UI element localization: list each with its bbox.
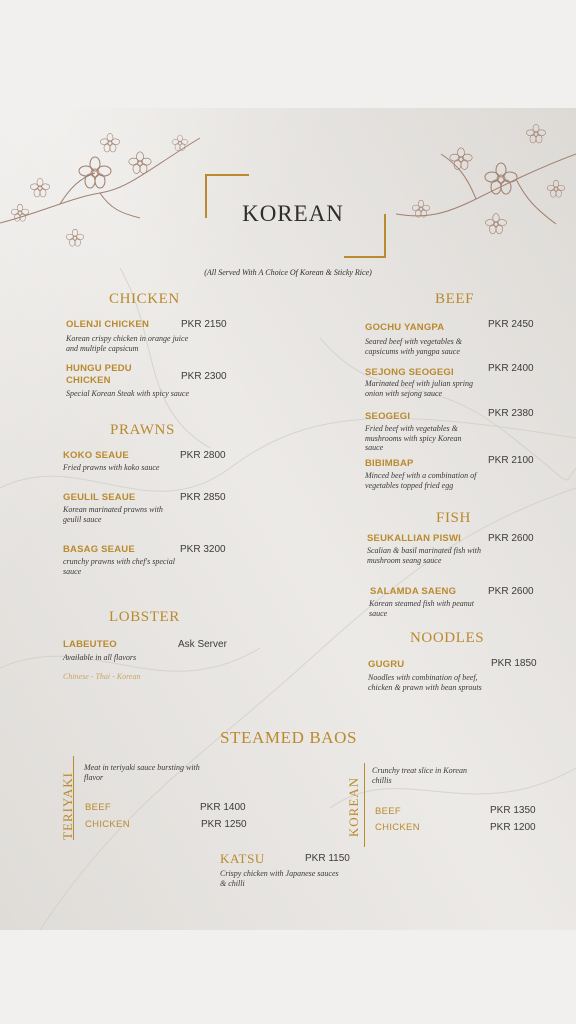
section-title-chicken: CHICKEN — [109, 291, 180, 307]
item-price: PKR 2380 — [488, 408, 534, 419]
item-desc: Scalian & basil marinated fish with mushroom seang sauce — [367, 546, 482, 565]
item-price: PKR 2100 — [488, 455, 534, 466]
item-name: KOKO SEAUE — [63, 450, 129, 461]
page-subtitle: (All Served With A Choice Of Korean & Sticky Rice) — [204, 268, 372, 277]
item-desc: Fried prawns with koko sauce — [63, 463, 160, 472]
item-price: PKR 2150 — [181, 319, 227, 330]
bao-option-name: CHICKEN — [375, 822, 420, 833]
item-desc: Crunchy treat slice in Korean chillis — [372, 766, 467, 785]
cherry-blossom-branch-icon — [0, 118, 210, 248]
menu-page — [0, 108, 576, 930]
item-desc: Meat in teriyaki sauce bursting with flavor — [84, 763, 200, 782]
item-name: GOCHU YANGPA — [365, 322, 445, 333]
item-name: LABEUTEO — [63, 639, 117, 650]
bao-option-price: PKR 1400 — [200, 802, 246, 813]
item-name: GUGRU — [368, 659, 405, 670]
item-name: BASAG SEAUE — [63, 544, 135, 555]
item-desc: Crispy chicken with Japanese sauces & chilli — [220, 869, 339, 888]
section-title-noodles: NOODLES — [410, 630, 485, 646]
item-desc: crunchy prawns with chef's special sauce — [63, 557, 175, 576]
item-desc: Korean steamed fish with peanut sauce — [369, 599, 475, 618]
section-title-prawns: PRAWNS — [110, 422, 175, 438]
item-name: SEOGEGI — [365, 411, 411, 422]
section-title-fish: FISH — [436, 510, 471, 526]
item-desc: Fried beef with vegetables & mushrooms with spicy Korean sauce — [365, 424, 462, 452]
item-name: OLENJI CHICKEN — [66, 319, 150, 330]
bao-option-price: PKR 1200 — [490, 822, 536, 833]
item-price: PKR 2850 — [180, 492, 226, 503]
bao-option-name: CHICKEN — [85, 819, 130, 830]
item-name: SEJONG SEOGEGI — [365, 367, 454, 378]
item-desc: Korean marinated prawns with geulil sauce — [63, 505, 163, 524]
item-price: PKR 2800 — [180, 450, 226, 461]
item-name: SEUKALLIAN PISWI — [367, 533, 461, 544]
item-price: Ask Server — [178, 639, 227, 650]
cherry-blossom-branch-icon — [396, 114, 576, 254]
bao-option-name: BEEF — [85, 802, 112, 813]
item-price: PKR 2400 — [488, 363, 534, 374]
item-price: PKR 1150 — [305, 853, 350, 864]
item-price: PKR 2600 — [488, 586, 534, 597]
item-desc: Available in all flavors — [63, 653, 137, 662]
item-desc: Minced beef with a combination of vegetables topped fried egg — [365, 471, 477, 490]
item-desc: Korean crispy chicken in orange juice and multiple capsicum — [66, 334, 189, 353]
section-title-beef: BEEF — [435, 291, 475, 307]
item-price: PKR 2450 — [488, 319, 534, 330]
item-desc: Special Korean Steak with spicy sauce — [66, 389, 190, 398]
item-price: PKR 2300 — [181, 371, 227, 382]
bao-option-price: PKR 1250 — [201, 819, 247, 830]
item-name: HUNGU PEDU CHICKEN — [66, 363, 132, 386]
item-price: PKR 1850 — [491, 658, 537, 669]
divider — [364, 763, 365, 847]
lobster-flavors: Chinese - Thai - Korean — [63, 672, 141, 681]
section-title-lobster: LOBSTER — [109, 609, 180, 625]
item-price: PKR 3200 — [180, 544, 226, 555]
item-name: BIBIMBAP — [365, 458, 414, 469]
bao-option-price: PKR 1350 — [490, 805, 536, 816]
section-title-steamed-baos: STEAMED BAOS — [220, 728, 358, 747]
item-desc: Seared beef with vegetables & capsicums with yangpa sauce — [365, 337, 463, 356]
page-title: KOREAN — [242, 201, 344, 226]
bao-option-name: BEEF — [375, 806, 402, 817]
item-name: SALAMDA SAENG — [370, 586, 457, 597]
item-price: PKR 2600 — [488, 533, 534, 544]
item-name: GEULIL SEAUE — [63, 492, 136, 503]
item-desc: Noodles with combination of beef, chicken & prawn with bean sprouts — [368, 673, 482, 692]
item-name-katsu: KATSU — [220, 851, 265, 866]
bao-label-teriyaki: TERIYAKI — [60, 772, 75, 840]
bao-label-korean: KOREAN — [346, 776, 361, 838]
item-desc: Marinated beef with julian spring onion with sejong sauce — [365, 379, 473, 398]
